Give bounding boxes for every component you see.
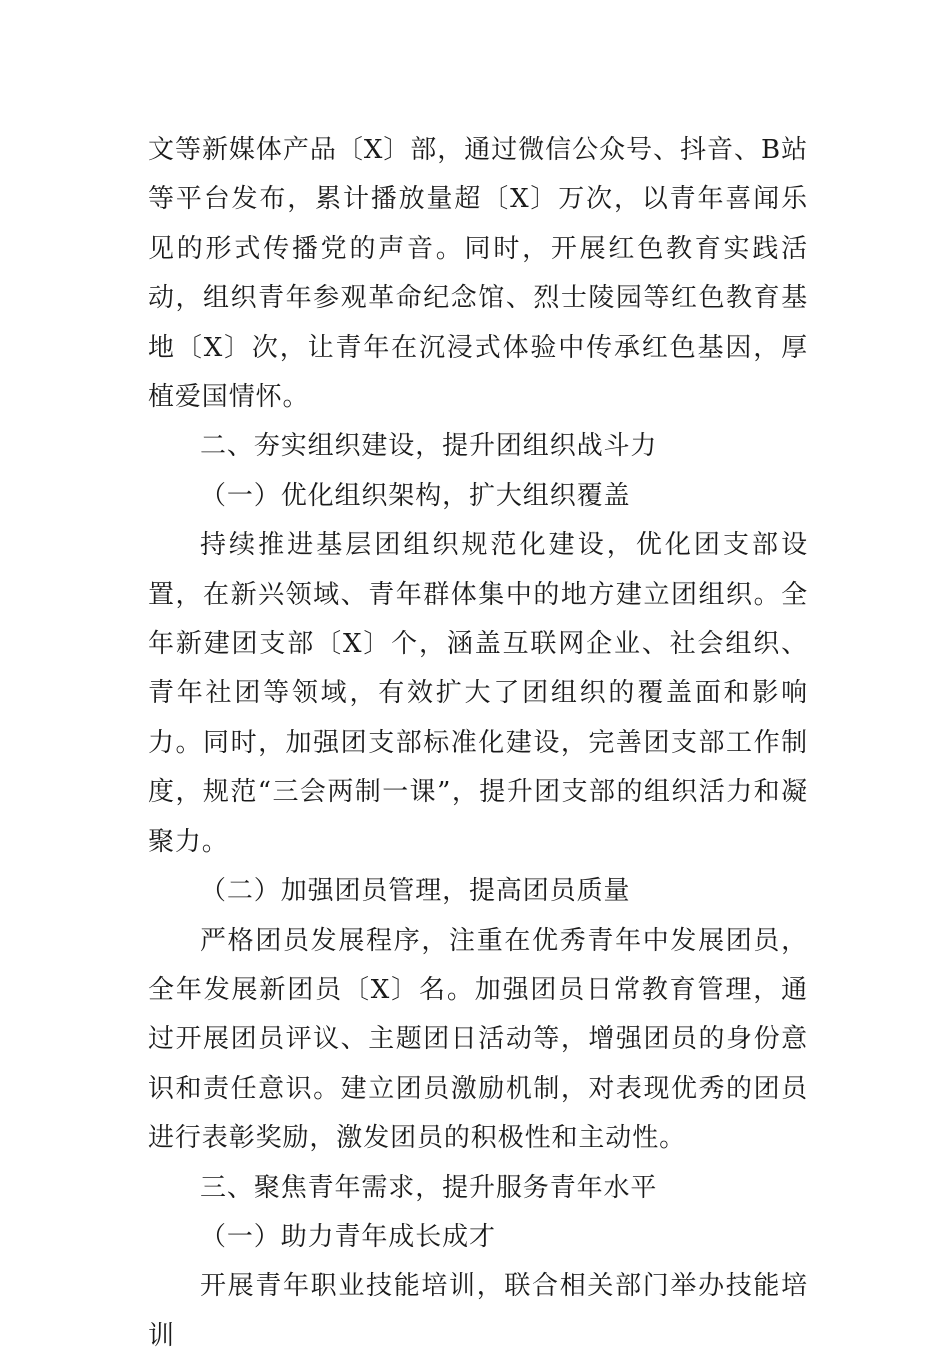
subsection-heading-3-1: （一）助力青年成长成才	[200, 1221, 496, 1252]
body-paragraph-truncated: 开展青年职业技能培训，联合相关部门举办技能培训	[148, 1271, 808, 1351]
section-heading-2: 二、夯实组织建设，提升团组织战斗力	[200, 431, 658, 462]
document-body	[148, 126, 808, 1361]
subsection-heading-2-1: （一）优化组织架构，扩大组织覆盖	[200, 480, 631, 511]
subsection-heading-2-2: （二）加强团员管理，提高团员质量	[200, 876, 631, 907]
body-paragraph: 持续推进基层团组织规范化建设，优化团支部设置，在新兴领域、青年群体集中的地方建立团组织。全年新建团支部〔X〕个，涵盖互联网企业、社会组织、青年社团等领域，有效扩大了团组织的覆盖面和影响力。同时，加强团支部标准化建设，完善团支部工作制度，规范“三会两制一课”，提升团支部的组织活力和凝聚力。	[148, 530, 808, 857]
section-heading-3: 三、聚焦青年需求，提升服务青年水平	[200, 1172, 658, 1203]
body-paragraph: 严格团员发展程序，注重在优秀青年中发展团员，全年发展新团员〔X〕名。加强团员日常教育管理，通过开展团员评议、主题团日活动等，增强团员的身份意识和责任意识。建立团员激励机制，对表现优秀的团员进行表彰奖励，激发团员的积极性和主动性。	[148, 925, 808, 1154]
body-paragraph-continued: 文等新媒体产品〔X〕部，通过微信公众号、抖音、B站等平台发布，累计播放量超〔X〕万次，以青年喜闻乐见的形式传播党的声音。同时，开展红色教育实践活动，组织青年参观革命纪念馆、烈士陵园等红色教育基地〔X〕次，让青年在沉浸式体验中传承红色基因，厚植爱国情怀。	[148, 135, 808, 413]
